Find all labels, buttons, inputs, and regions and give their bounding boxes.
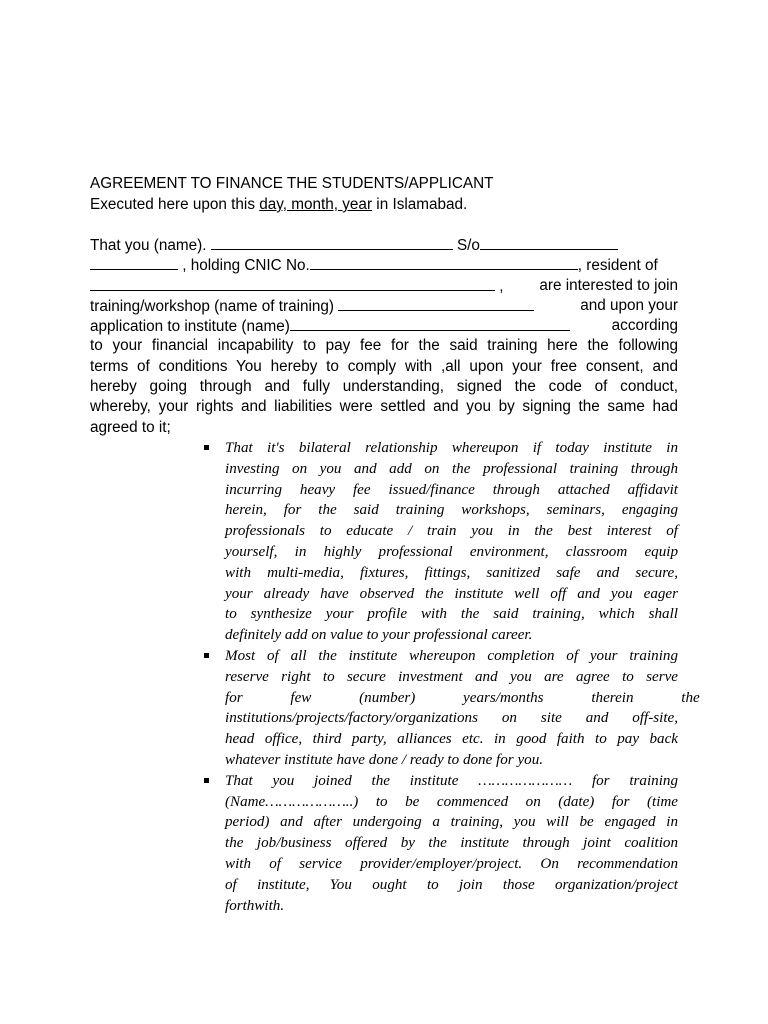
- square-bullet-icon: [204, 778, 209, 783]
- executed-date-placeholder: day, month, year: [259, 196, 373, 213]
- condition-line: whatever institute have done / ready to done for you.: [225, 751, 544, 768]
- condition-line: professionals to educate / train you in the best interest of: [225, 523, 678, 540]
- condition-line: Most of all the institute whereupon completion of your training: [225, 647, 678, 664]
- condition-line: with multi-media, fixtures, fittings, sanitized safe and secure,: [225, 564, 678, 581]
- condition-item: [200, 771, 678, 917]
- cnic-blank: [310, 255, 578, 270]
- condition-line: of institute, You ought to join those organization/project: [225, 876, 678, 893]
- son-of-blank: [480, 235, 618, 250]
- name-continued-blank: [90, 255, 178, 270]
- square-bullet-icon: [204, 653, 209, 658]
- document-title: AGREEMENT TO FINANCE THE STUDENTS/APPLICANT: [90, 175, 494, 192]
- agreement-paragraph: [90, 235, 678, 438]
- condition-line: head office, third party, alliances etc. in good faith to pay back: [225, 731, 678, 748]
- condition-line: yourself, in highly professional environment, classroom equip: [225, 543, 678, 560]
- paragraph-line-9: whereby, your rights and liabilities were settled and you by signing the same had: [90, 398, 678, 416]
- condition-line: investing on you and add on the professional training through: [225, 460, 678, 477]
- condition-line: incurring heavy fee issued/finance through attached affidavit: [225, 481, 678, 498]
- conditions-list: [200, 438, 700, 916]
- institute-blank: [290, 316, 570, 331]
- paragraph-line-6: to your financial incapability to pay fee for the said training here the following: [90, 337, 678, 355]
- paragraph-line-3: [90, 276, 678, 296]
- institute-label: application to institute (name): [90, 318, 290, 336]
- son-of-label: S/o: [456, 237, 480, 254]
- condition-line: (Name………………..) to be commenced on (date) for (time: [225, 793, 678, 810]
- condition-line: period) and after undergoing a training, you will be engaged in: [225, 814, 678, 831]
- condition-line: with of service provider/employer/project. On recommendation: [225, 855, 678, 872]
- executed-text-after: in Islamabad.: [372, 196, 468, 213]
- condition-line: to synthesize your profile with the said training, which shall: [225, 606, 678, 623]
- paragraph-line-8: hereby going through and fully understanding, signed the code of conduct,: [90, 378, 678, 396]
- upon-text: and upon your: [580, 296, 678, 314]
- name-blank: [211, 235, 453, 250]
- address-comma: ,: [499, 277, 504, 295]
- resident-label: , resident of: [577, 257, 658, 275]
- paragraph-line-10: agreed to it;: [90, 418, 171, 436]
- training-blank: [338, 296, 534, 311]
- condition-line: herein, for the said training workshops, seminars, engaging: [225, 502, 678, 519]
- paragraph-line-5: [90, 316, 678, 336]
- executed-line: [90, 195, 690, 215]
- condition-item: [200, 438, 678, 646]
- condition-line: That you joined the institute ………………… for training: [225, 772, 678, 789]
- condition-item: [200, 646, 700, 771]
- paragraph-line-1: [90, 235, 678, 255]
- condition-line: That it's bilateral relationship whereupon if today institute in: [225, 440, 678, 456]
- condition-line: reserve right to secure investment and you are agree to serve: [225, 668, 678, 685]
- condition-line: institutions/projects/factory/organizations on site and off-site,: [225, 710, 678, 727]
- condition-line: definitely add on value to your professional career.: [225, 627, 533, 644]
- condition-line: your already have observed the institute well off and you eager: [225, 585, 678, 602]
- executed-text-before: Executed here upon this: [90, 196, 260, 213]
- paragraph-line-2: [90, 255, 678, 275]
- condition-line: forthwith.: [225, 897, 285, 914]
- name-label: That you (name).: [90, 237, 207, 254]
- interest-text: are interested to join: [539, 276, 678, 294]
- square-bullet-icon: [204, 445, 209, 450]
- paragraph-line-7: terms of conditions You hereby to comply with ,all upon your free consent, and: [90, 357, 678, 375]
- address-blank: [90, 276, 495, 291]
- cnic-label: , holding CNIC No.: [182, 257, 310, 275]
- condition-line: the job/business offered by the institute through joint coalition: [225, 835, 678, 852]
- condition-line: for few (number) years/months therein the: [225, 689, 700, 706]
- paragraph-line-4: [90, 296, 678, 316]
- according-text: according: [611, 317, 678, 335]
- training-label: training/workshop (name of training): [90, 297, 335, 315]
